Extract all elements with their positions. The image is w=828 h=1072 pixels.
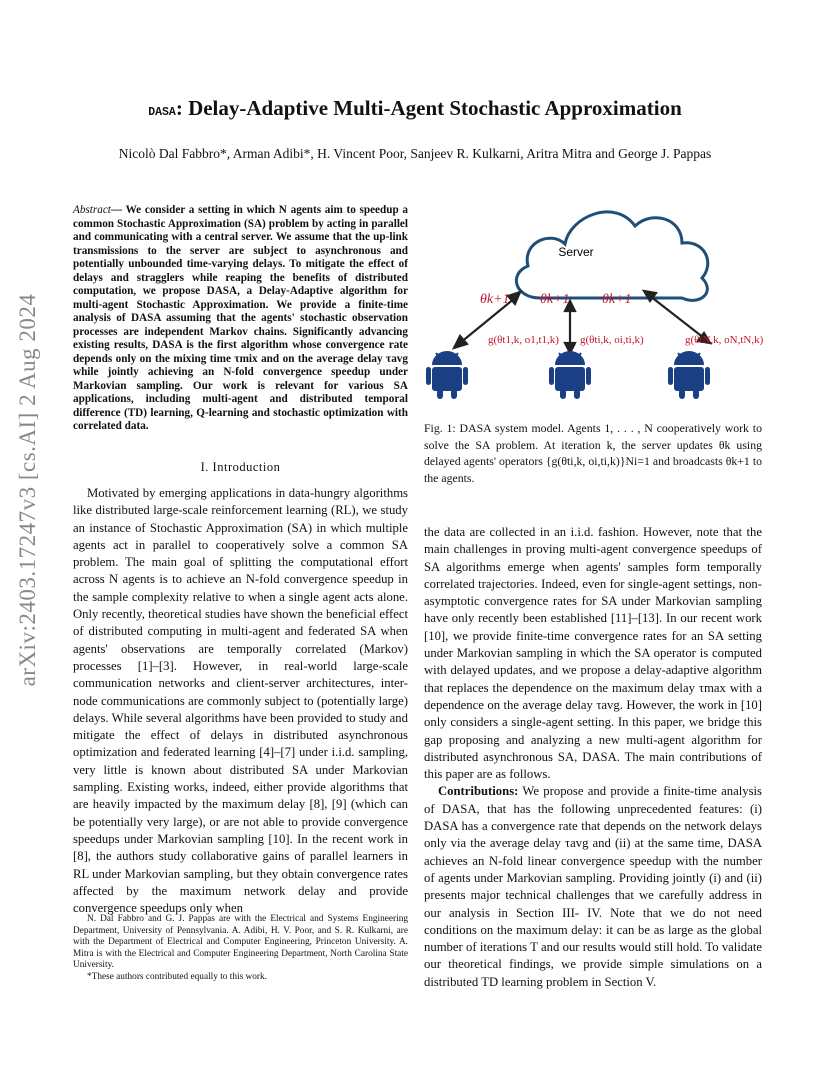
contributions-text: We propose and provide a finite-time analysis of DASA, that has the following unprecedented features: (i) DASA has a convergence rate that depends on the network delays only via the average delay τavg and (ii) at the same time, DASA achieves an N-fold linear convergence speedup with the number of agents under Markovian sampling. Providing jointly (i) and (ii) presents major technical challenges that we carefully address in our analysis in Section III- IV. Note that we do not need conditions on the maximum delay: it can be as large as the global number of iterations T and our results would still hold. To validate our theoretical findings, we provide simple simulations on a distributed TD learning problem in Section V.	[424, 784, 762, 989]
right-paragraph-1: the data are collected in an i.i.d. fashion. However, note that the main challenges in proving multi-agent convergence speedups of SA algorithms emerge when agents' samples form temporally correlated trajectories. Indeed, even for single-agent settings, non-asymptotic convergence rates for SA under Markovian sampling have only recently been established [11]–[13]. In our recent work [10], we provide finite-time convergence rates for an SA setting under Markovian sampling in which the SA operator is computed with delayed updates, and we propose a delay-adaptive algorithm that replaces the dependence on the maximum delay τmax with a dependence on the average delay τavg. However, the work in [10] only considers a single-agent setting. In this paper, we bridge this gap proposing and analyzing a new multi-agent algorithm for distributed asynchronous SA, DASA. The main contributions of this paper are as follows.	[424, 525, 762, 782]
section-heading-introduction: I. Introduction	[200, 460, 281, 474]
g-label-n: g(θtN,k, oN,tN,k)	[685, 334, 764, 346]
theta-label-left: θk+1	[480, 292, 510, 307]
agent-icon-i	[549, 351, 591, 399]
title-dasa: DASA	[148, 106, 176, 119]
paper-title	[70, 96, 760, 121]
g-label-i: g(θti,k, oi,ti,k)	[580, 334, 644, 346]
agent-icon-n	[668, 351, 710, 399]
system-model-figure	[420, 188, 788, 413]
contributions-paragraph	[424, 783, 762, 991]
figure-caption: Fig. 1: DASA system model. Agents 1, . . . , N cooperatively work to solve the SA problem. At iteration k, the server updates θk using delayed agents' operators {g(θti,k, oi,ti,k)}Ni=1 and broadcasts θk+1 to the agents.	[424, 421, 762, 485]
footnote-equal-contribution: *These authors contributed equally to this work.	[87, 971, 267, 982]
introduction-text	[73, 485, 408, 917]
right-column-text	[424, 524, 762, 991]
author-list: Nicolò Dal Fabbro*, Arman Adibi*, H. Vincent Poor, Sanjeev R. Kulkarni, Aritra Mitra and George J. Pappas	[118, 146, 712, 161]
arxiv-id-text: arXiv:2403.17247v3 [cs.AI] 2 Aug 2024	[15, 293, 40, 687]
intro-paragraph: Motivated by emerging applications in data-hungry algorithms like distributed large-scale reinforcement learning (RL), we study an instance of Stochastic Approximation (SA) in which multiple agents act in parallel to cooperatively solve a common SA problem. The main goal of splitting the computational effort across N agents is to achieve an N-fold convergence speedup in the sample complexity relative to when a single agent acts alone. Only recently, theoretical studies have shown the beneficial effect of distributed computing in multi-agent and federated SA when agents' observations are temporally correlated (Markov) processes [1]–[3]. However, in real-world large-scale communication networks and client-server architectures, inter-node communications are commonly subject to (potentially large) delays. While several algorithms have been provided to study and mitigate the effect of delays in distributed asynchronous optimization and federated learning [4]–[7] under i.i.d. sampling, very little is known about distributed SA under Markovian sampling. Existing works, indeed, either provide algorithms that are heavily impacted by the maximum delay [8], [9] (which can be potentially very large), or are not able to provide convergence speedups under Markovian sampling [10]. In the recent work in [8], the authors study collaborative gains of parallel learners in RL under Markovian sampling, but they obtain convergence rates affected by the maximum network delay and provide convergence speedups only when	[73, 486, 408, 916]
title-rest: : Delay-Adaptive Multi-Agent Stochastic Approximation	[175, 96, 682, 120]
agent-icon-1	[426, 351, 468, 399]
footnote	[73, 914, 408, 983]
server-label: Server	[558, 245, 594, 259]
abstract	[73, 204, 408, 434]
contributions-label: Contributions:	[438, 784, 519, 799]
server-cloud-icon	[516, 212, 707, 300]
theta-label-right: θk+1	[602, 292, 632, 307]
arxiv-identifier	[8, 293, 48, 687]
footnote-affiliations: N. Dal Fabbro and G. J. Pappas are with the Electrical and Systems Engineering Department, University of Pennsylvania. A. Adibi, H. V. Poor, and S. R. Kulkarni, are with the Department of Electrical and Computer Engineering, Princeton University. A. Mitra is with the Electrical and Computer Engineering Department, North Carolina State University.	[73, 914, 408, 970]
theta-label-mid: θk+1	[540, 292, 570, 307]
arrow-right	[650, 296, 704, 338]
abstract-label: Abstract	[73, 204, 111, 216]
g-label-1: g(θt1,k, o1,t1,k)	[488, 334, 559, 346]
abstract-text: — We consider a setting in which N agents aim to speedup a common Stochastic Approximation (SA) problem by acting in parallel and communicating with a central server. We assume that the up-link transmissions to the server are subject to asynchronous and potentially unbounded time-varying delays. To mitigate the effect of delays and stragglers while reaping the benefits of distributed computation, we propose DASA, a Delay-Adaptive algorithm for multi-agent Stochastic Approximation. We provide a finite-time analysis of DASA assuming that the agents' stochastic observation processes are independent Markov chains. Significantly advancing existing results, DASA is the first algorithm whose convergence rate depends only on the mixing time τmix and on the average delay τavg while jointly achieving an N-fold convergence speedup under Markovian sampling. Our work is relevant for various SA applications, including multi-agent and distributed temporal difference (TD) learning, Q-learning and stochastic optimization with correlated data.	[73, 204, 408, 432]
